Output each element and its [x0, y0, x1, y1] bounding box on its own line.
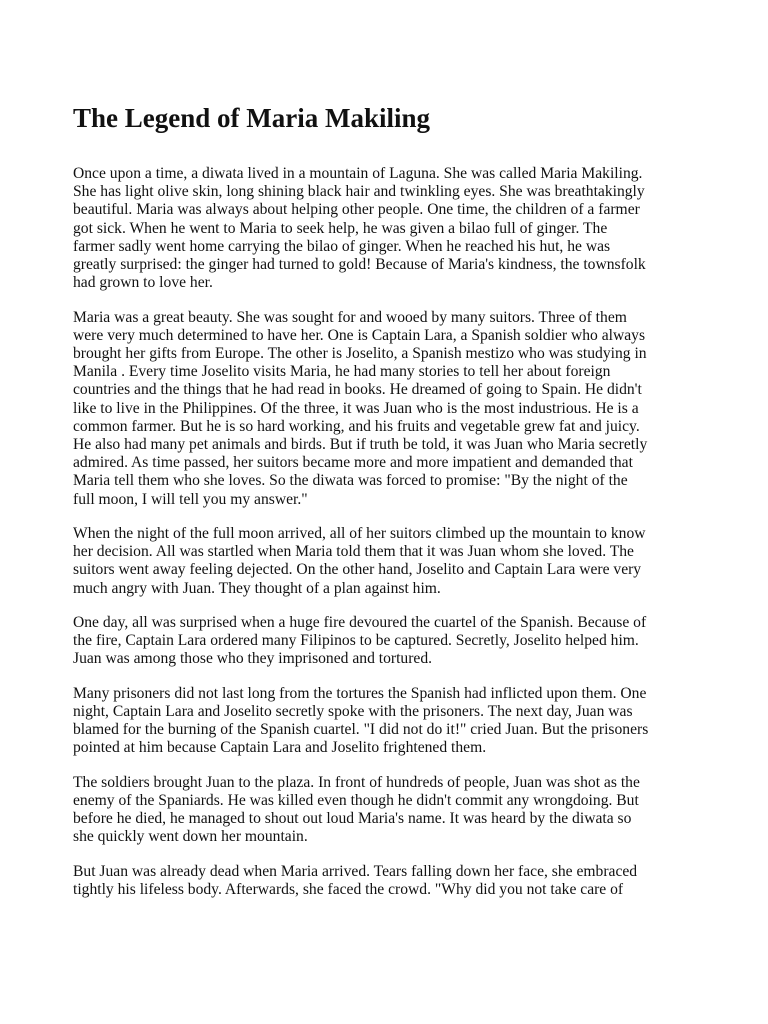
text-line: Once upon a time, a diwata lived in a mountain of Laguna. She was called Maria Makiling. — [73, 165, 643, 182]
text-line: countries and the things that he had read in books. He dreamed of going to Spain. He didn't — [73, 381, 642, 399]
paragraph — [73, 165, 713, 292]
text-line: she quickly went down her mountain. — [73, 828, 308, 846]
text-line: He also had many pet animals and birds. But if truth be told, it was Juan who Maria secretly — [73, 436, 648, 454]
text-line: pointed at him because Captain Lara and Joselito frightened them. — [73, 739, 487, 757]
document-body — [73, 165, 713, 915]
text-line: blamed for the burning of the Spanish cuartel. "I did not do it!" cried Juan. But the prisoners — [73, 721, 649, 739]
text-line: greatly surprised: the ginger had turned to gold! Because of Maria's kindness, the townsfolk — [73, 256, 646, 274]
text-line: her decision. All was startled when Maria told them that it was Juan whom she loved. The — [73, 543, 634, 561]
text-line: Maria was a great beauty. She was sought for and wooed by many suitors. Three of them — [73, 308, 627, 326]
text-line: Many prisoners did not last long from the tortures the Spanish had inflicted upon them. One — [73, 684, 647, 702]
text-line: enemy of the Spaniards. He was killed even though he didn't commit any wrongdoing. But — [73, 792, 639, 810]
text-line: Manila . Every time Joselito visits Maria, he had many stories to tell her about foreign — [73, 363, 611, 381]
text-line: common farmer. But he is so hard working, and his fruits and vegetable grew fat and juicy. — [73, 417, 640, 435]
text-line: before he died, he managed to shout out loud Maria's name. It was heard by the diwata so — [73, 810, 632, 828]
text-line: night, Captain Lara and Joselito secretly spoke with the prisoners. The next day, Juan was — [73, 703, 633, 721]
text-line: got sick. When he went to Maria to seek help, he was given a bilao full of ginger. The — [73, 219, 608, 237]
text-line: The soldiers brought Juan to the plaza. In front of hundreds of people, Juan was shot as the — [73, 773, 640, 791]
paragraph — [73, 774, 713, 847]
text-line: One day, all was surprised when a huge fire devoured the cuartel of the Spanish. Because of — [73, 614, 647, 632]
text-line: Juan was among those who they imprisoned and tortured. — [73, 650, 433, 668]
paragraph — [73, 685, 713, 758]
text-line: Maria tell them who she loves. So the diwata was forced to promise: "By the night of the — [73, 472, 628, 490]
text-line: the fire, Captain Lara ordered many Filipinos to be captured. Secretly, Joselito helped him. — [73, 632, 639, 650]
text-line: When the night of the full moon arrived, all of her suitors climbed up the mountain to know — [73, 525, 646, 543]
text-line: brought her gifts from Europe. The other is Joselito, a Spanish mestizo who was studying in — [73, 345, 647, 363]
paragraph — [73, 863, 713, 899]
text-line: farmer sadly went home carrying the bilao of ginger. When he reached his hut, he was — [73, 237, 611, 255]
text-line: much angry with Juan. They thought of a plan against him. — [73, 579, 441, 597]
text-line: full moon, I will tell you my answer." — [73, 490, 308, 508]
text-line: But Juan was already dead when Maria arrived. Tears falling down her face, she embraced — [73, 862, 638, 880]
document-title: The Legend of Maria Makiling — [73, 103, 430, 133]
text-line: had grown to love her. — [73, 274, 213, 292]
paragraph — [73, 614, 713, 669]
paragraph — [73, 525, 713, 598]
text-line: tightly his lifeless body. Afterwards, she faced the crowd. "Why did you not take care of — [73, 881, 624, 899]
text-line: were very much determined to have her. One is Captain Lara, a Spanish soldier who always — [73, 326, 646, 344]
text-line: She has light olive skin, long shining black hair and twinkling eyes. She was breathtakingly — [73, 183, 645, 201]
text-line: like to live in the Philippines. Of the three, it was Juan who is the most industrious. He is a — [73, 399, 639, 417]
paragraph — [73, 309, 713, 509]
text-line: beautiful. Maria was always about helping other people. One time, the children of a farmer — [73, 201, 640, 219]
text-line: admired. As time passed, her suitors became more and more impatient and demanded that — [73, 454, 633, 472]
text-line: suitors went away feeling dejected. On the other hand, Joselito and Captain Lara were very — [73, 561, 642, 579]
